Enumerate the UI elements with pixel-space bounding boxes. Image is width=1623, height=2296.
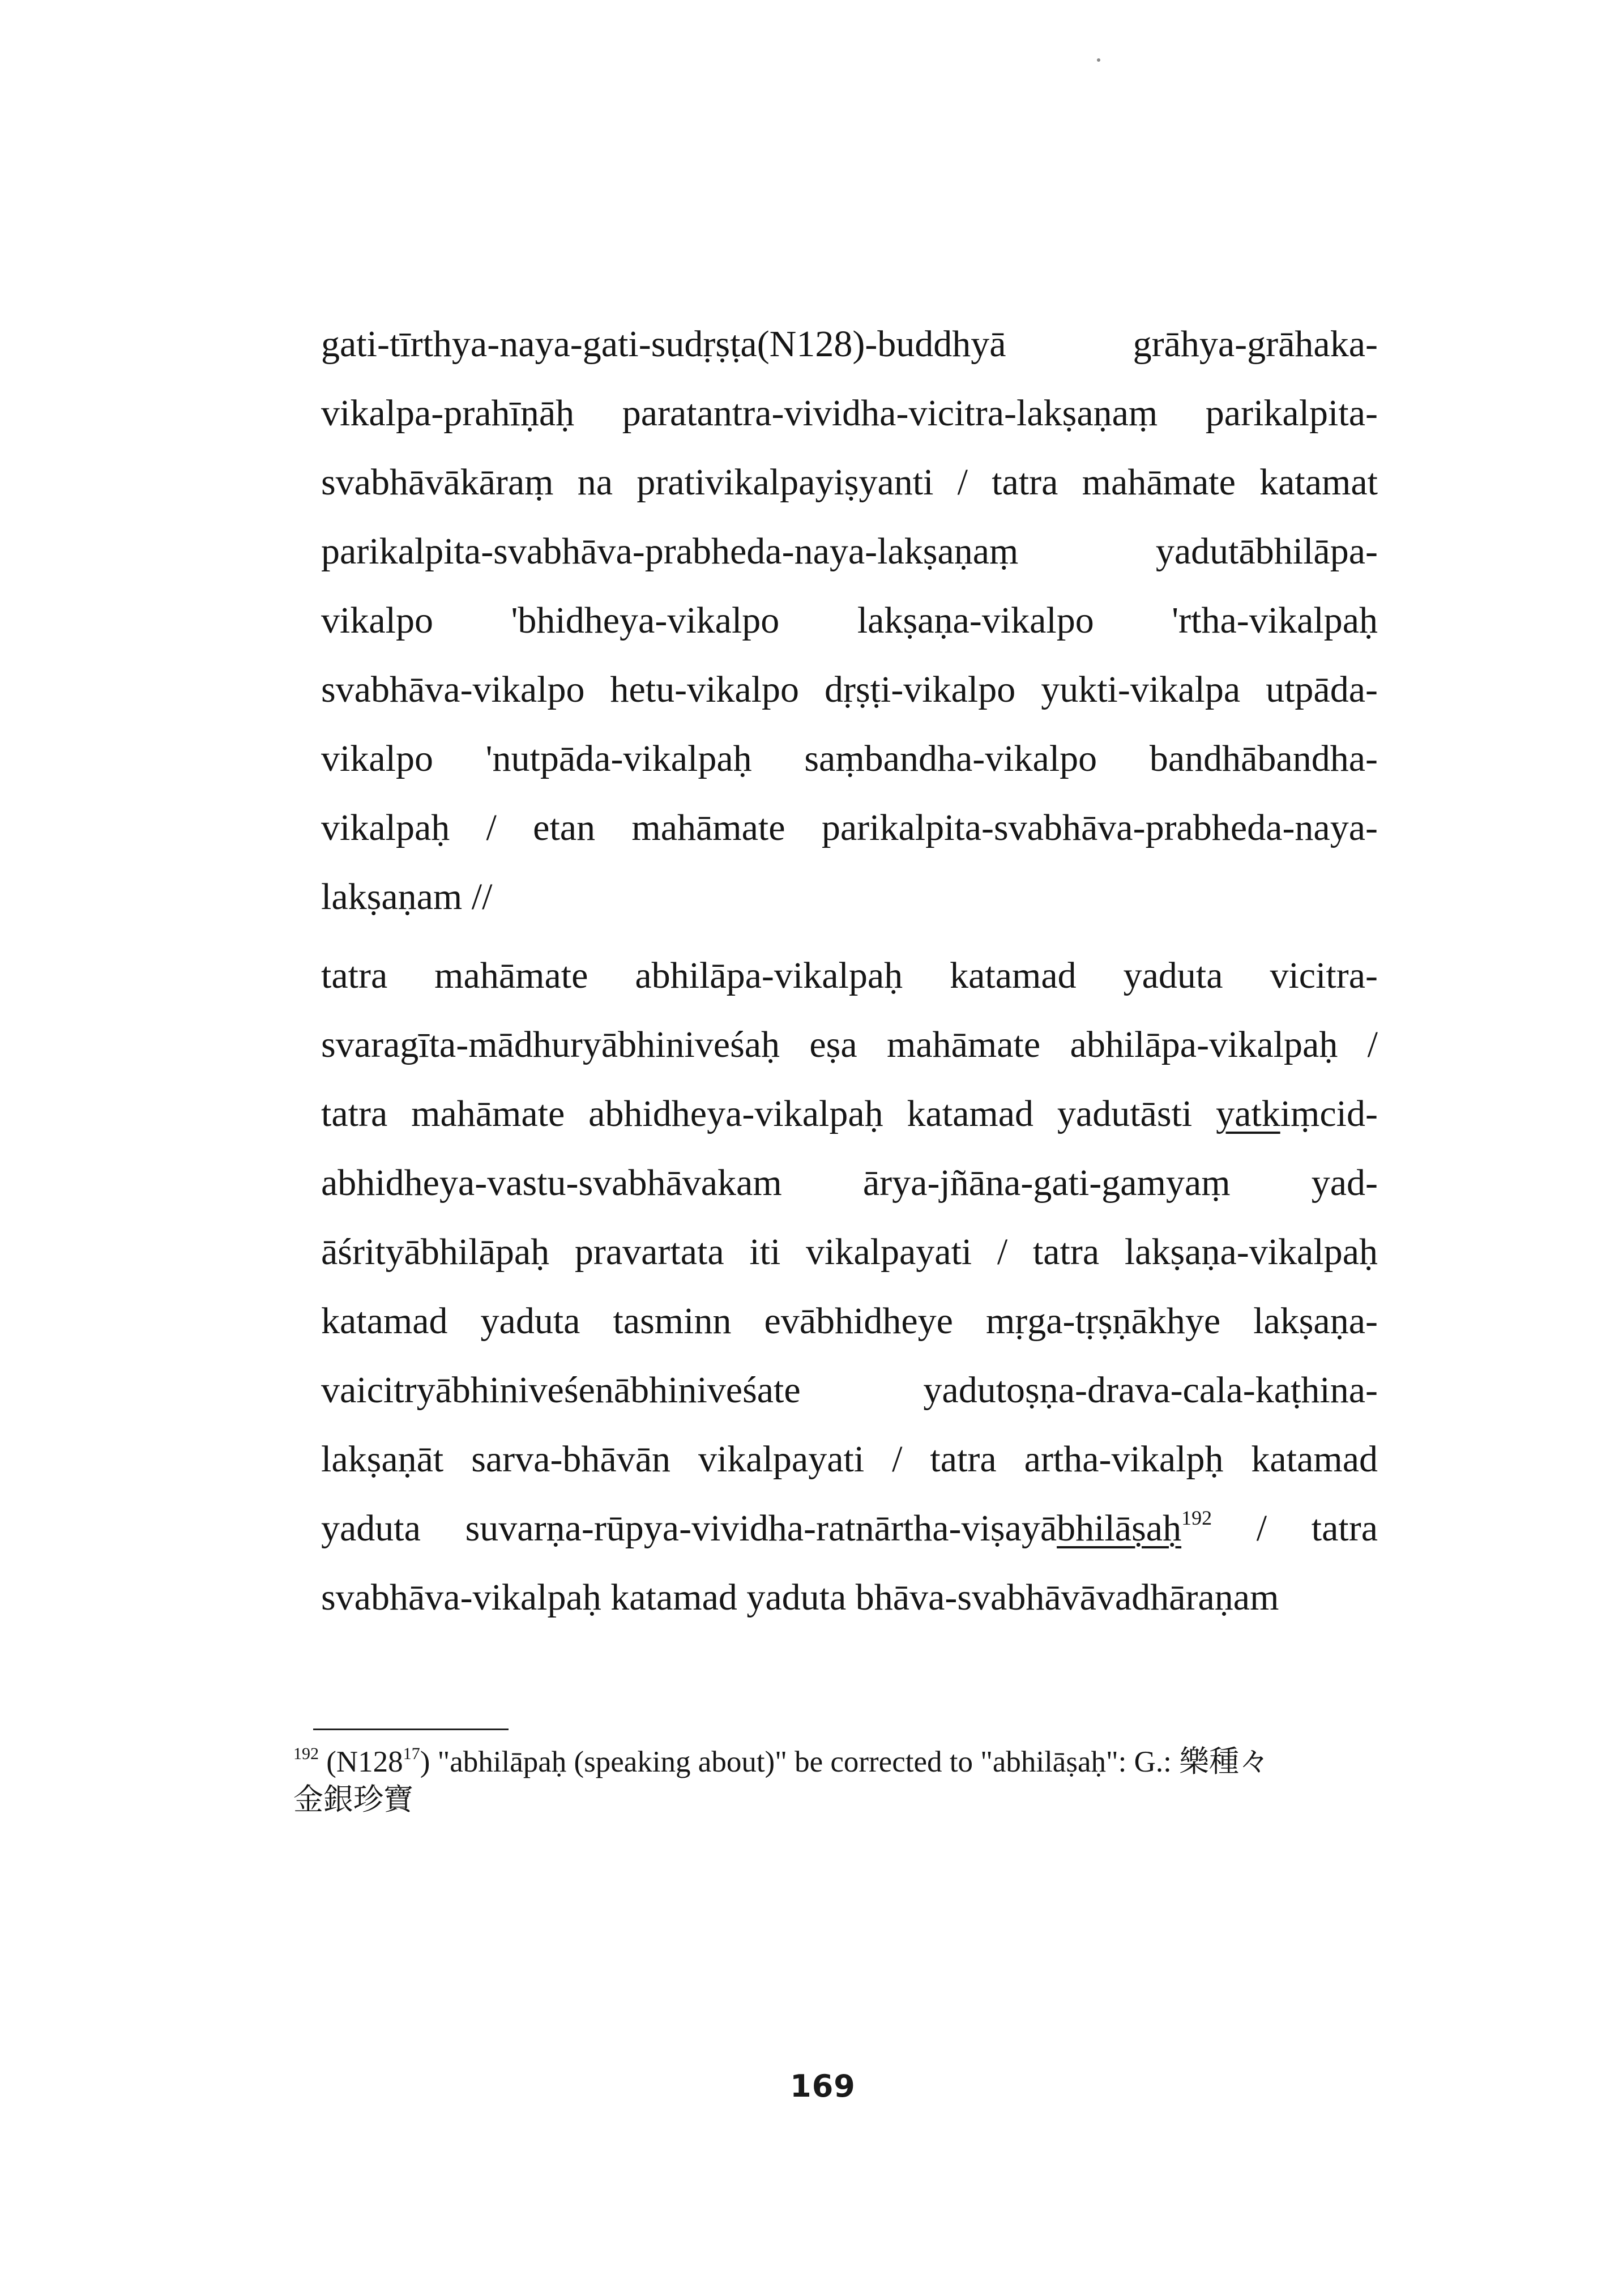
footnote-text: ) "abhilāpaḥ (speaking about)" be corrected to "abhilāṣaḥ": G.: 樂種々 [420,1746,1270,1778]
body-line-18 [321,1506,1378,1551]
footnote-pre: (N128 [319,1746,403,1778]
body-line-12 [321,1091,1378,1137]
body-line-17: lakṣaṇāt sarva-bhāvān vikalpayati / tatra artha-vikalpḥ katamad [321,1439,1378,1480]
footnote-ref-192[interactable]: 192 [1181,1507,1212,1529]
underlined-bhilasah: bhilāṣaḥ [1057,1508,1182,1549]
body-line-3: svabhāvākāraṃ na prativikalpayiṣyanti / tatra mahāmate katamat [321,462,1378,503]
body-line-9: lakṣaṇam // [321,876,493,917]
footnote-line-2: 金銀珍寶 [293,1783,413,1816]
line12-pre: tatra mahāmate abhidheya-vikalpaḥ katamad yadutāsti [321,1093,1216,1134]
line12-post: iṃcid- [1280,1093,1378,1134]
body-line-7: vikalpo 'nutpāda-vikalpaḥ saṃbandha-vikalpo bandhābandha- [321,738,1378,779]
body-line-11: svaragīta-mādhuryābhiniveśaḥ eṣa mahāmate abhilāpa-vikalpaḥ / [321,1024,1378,1065]
body-line-13: abhidheya-vastu-svabhāvakam ārya-jñāna-gati-gamyaṃ yad- [321,1162,1378,1204]
line19-post: / tatra [1212,1508,1378,1549]
body-line-8: vikalpaḥ / etan mahāmate parikalpita-svabhāva-prabheda-naya- [321,807,1378,848]
page-number: 169 [790,2068,856,2104]
body-line-2: vikalpa-prahīṇāḥ paratantra-vividha-vicitra-lakṣaṇaṃ parikalpita- [321,392,1378,434]
body-line-15: katamad yaduta tasminn evābhidheye mṛga-tṛṣṇākhye lakṣaṇa- [321,1300,1378,1342]
footnote-number: 192 [293,1744,319,1763]
body-line-16: vaicitryābhiniveśenābhiniveśate yadutoṣṇa-drava-cala-kaṭhina- [321,1369,1378,1411]
body-line-14: āśrityābhilāpaḥ pravartata iti vikalpayati / tatra lakṣaṇa-vikalpaḥ [321,1231,1378,1273]
footnote-separator [313,1729,509,1730]
body-line-1: gati-tīrthya-naya-gati-sudṛṣṭa(N128)-buddhyā grāhya-grāhaka- [321,323,1378,365]
footnote-sup: 17 [403,1744,420,1763]
body-line-4: parikalpita-svabhāva-prabheda-naya-lakṣaṇaṃ yadutābhilāpa- [321,531,1378,572]
underlined-yatk: yatk [1216,1093,1280,1134]
body-line-19: svabhāva-vikalpaḥ katamad yaduta bhāva-svabhāvāvadhāraṇam [321,1577,1279,1618]
scan-speck [1097,58,1100,62]
footnote-line-1 [293,1744,1420,1780]
body-line-10: tatra mahāmate abhilāpa-vikalpaḥ katamad yaduta vicitra- [321,955,1378,996]
line19-pre: yaduta suvarṇa-rūpya-vividha-ratnārtha-viṣayā [321,1508,1057,1549]
body-line-5: vikalpo 'bhidheya-vikalpo lakṣaṇa-vikalpo 'rtha-vikalpaḥ [321,600,1378,641]
body-line-6: svabhāva-vikalpo hetu-vikalpo dṛṣṭi-vikalpo yukti-vikalpa utpāda- [321,669,1378,710]
